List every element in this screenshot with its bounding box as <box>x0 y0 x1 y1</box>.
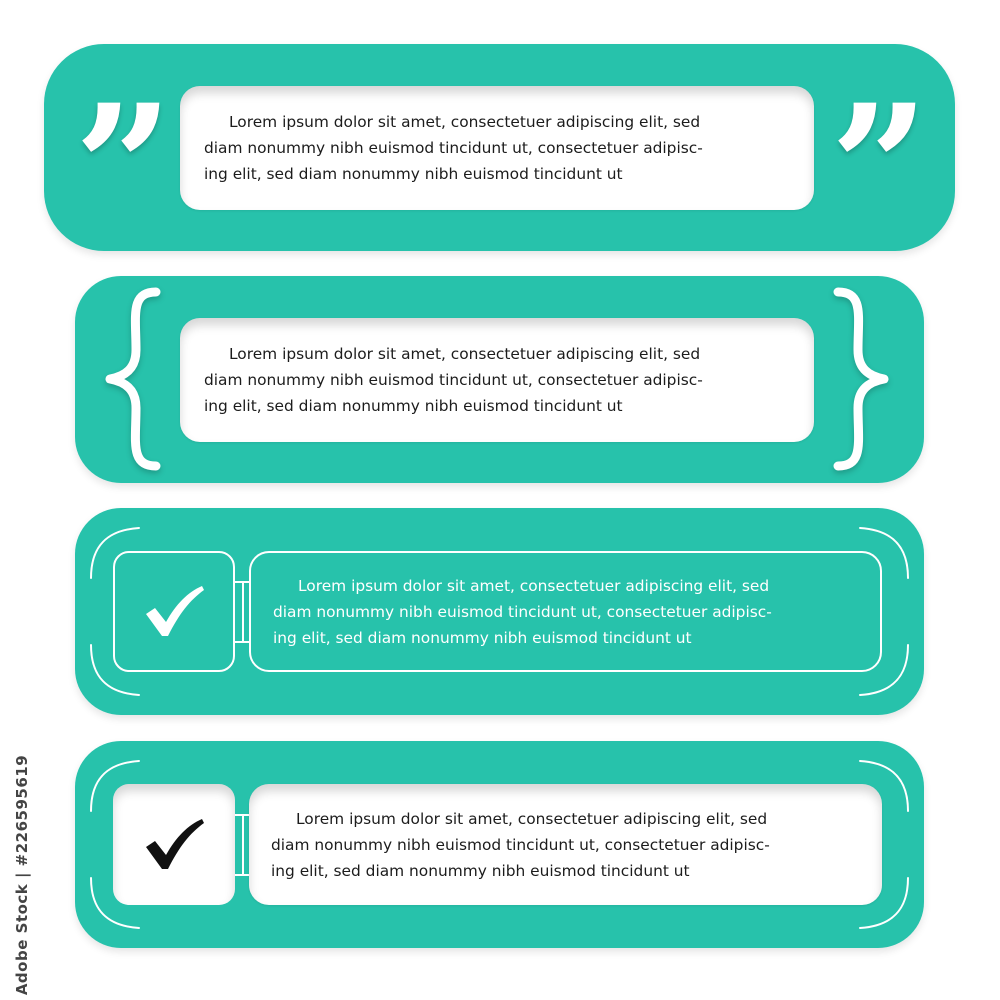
brace-text: Lorem ipsum dolor sit amet, consectetuer adipiscing elit, sed diam nonummy nibh euismod tincidunt ut, consectetuer adipisc- ing elit, sed diam nonummy nibh euismod tincidunt ut <box>204 345 703 415</box>
quote-mark-icon: ” <box>830 66 929 269</box>
quote-text-box <box>180 86 814 210</box>
watermark-text: Adobe Stock | #226595619 <box>13 754 31 996</box>
outlined-check-text: Lorem ipsum dolor sit amet, consectetuer adipiscing elit, sed diam nonummy nibh euismod tincidunt ut, consectetuer adipisc- ing elit, sed diam nonummy nibh euismod tincidunt ut <box>273 576 772 647</box>
checkmark-icon <box>142 584 206 640</box>
quote-mark-icon: ” <box>74 66 173 269</box>
watermark <box>6 754 38 996</box>
right-brace-icon <box>832 286 894 472</box>
quote-text: Lorem ipsum dolor sit amet, consectetuer adipiscing elit, sed diam nonummy nibh euismod tincidunt ut, consectetuer adipisc- ing elit, sed diam nonummy nibh euismod tincidunt ut <box>204 113 703 183</box>
outlined-text-box <box>249 551 882 672</box>
quote-banner <box>44 44 955 269</box>
brace-banner <box>75 276 924 483</box>
checkmark-icon <box>142 817 206 873</box>
outlined-check-banner <box>75 508 924 715</box>
brace-text-box <box>180 318 814 442</box>
white-text-box <box>249 784 882 905</box>
white-check-banner <box>75 741 924 948</box>
white-check-text: Lorem ipsum dolor sit amet, consectetuer adipiscing elit, sed diam nonummy nibh euismod tincidunt ut, consectetuer adipisc- ing elit, sed diam nonummy nibh euismod tincidunt ut <box>271 809 770 880</box>
left-brace-icon <box>100 286 162 472</box>
check-box <box>113 784 235 905</box>
check-box <box>113 551 235 672</box>
